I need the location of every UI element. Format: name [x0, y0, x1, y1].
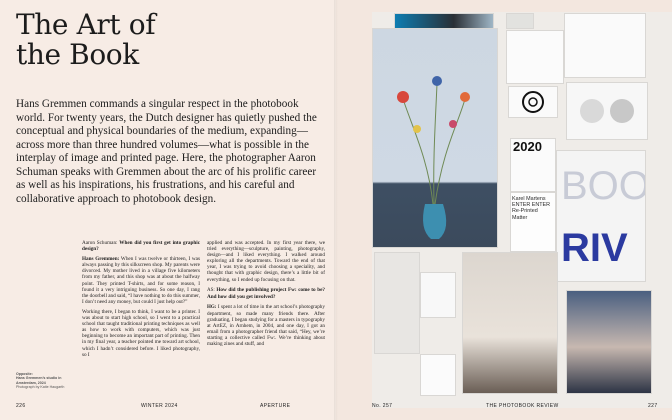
folio-issue: WINTER 2024	[141, 403, 178, 409]
answer-text: applied and was accepted. In my first year there, we tried everything—sculpture, painting, photography, design—and I liked everything. I walked around exploring all the departments. Toward the end of that year, I was trying to avoid choosing a speciality, and thought that with graphic design, there’s a little bit of everything, so I ended up focusing on that.	[207, 240, 325, 283]
answer-text: I spent a lot of time in the art school’s photography department, so made many friends there. After graduating, I began studying for a masters in typography at ArtEZ, in Arnhem, in 2004, and one day, I got an email from a photographer friend that said, “Hey, we’re starting a collective called Fw:. We’re thinking about making zines and stuff, and	[207, 303, 325, 348]
interview-paragraph	[82, 256, 200, 305]
intro-paragraph: Hans Gremmen commands a singular respect in the photobook world. For twenty years, the Dutch designer has quietly pushed the conceptual and physical boundaries of the medium, expanding—across more than three hundred volumes—what is possible in the interplay of image and printed page. Here, the photographer Aaron Schuman speaks with Gremmen about the arc of his prolific career as well as his inspirations, his frustrations, and his careful and collaborative approach to photobook design.	[16, 98, 317, 205]
speaker-label: Aaron Schuman:	[82, 240, 118, 246]
circles-pattern-icon	[567, 83, 647, 139]
folio-page-number-right: 227	[648, 403, 658, 409]
poster-boo	[556, 150, 646, 282]
vase-photograph	[372, 28, 498, 248]
folio-page-label-right: No. 257	[372, 403, 393, 409]
answer-text: Working there, I began to think, I want to be a printer. I was about to start high school, so I went to a practical school that taught traditional printing techniques as well as how to work with computers, which was just beginning to become an important part of printing. Then in my final year, a teacher pointed me toward art school, which I hadn’t considered before. I liked photography, so I	[82, 308, 200, 358]
pinned-print	[420, 272, 456, 318]
pinned-print	[374, 252, 420, 354]
title-line-1: The Art of	[16, 8, 156, 41]
speaker-label: HG:	[207, 304, 217, 310]
interview-paragraph	[207, 287, 325, 300]
large-letters-icon	[557, 151, 645, 281]
article-title	[16, 10, 236, 70]
title-line-2: the Book	[16, 38, 139, 71]
empire-state-photo	[566, 290, 652, 394]
answer-text: When I was twelve or thirteen, I was always passing by this silkscreen shop. My parents were divorced. My mother lived in a village five kilometers from my father, and this shop was at about the halfway point. They printed T-shirts, and for some reason, I found it a very intriguing business. So one day, I rang the doorbell and said, “I have nothing to do this summer, I don’t need any money, but could I just help out?”	[82, 256, 200, 305]
interview-paragraph	[207, 304, 325, 348]
folio-section: THE PHOTOBOOK REVIEW	[486, 403, 559, 409]
caption-credit: Photograph by Katie Haugarth	[16, 385, 65, 390]
svg-text:BOO: BOO	[561, 164, 645, 208]
speaker-label: Hans Gremmen:	[82, 256, 120, 263]
folio-magazine: APERTURE	[260, 403, 291, 409]
speaker-label: AS:	[207, 287, 215, 293]
poster-text: Karel Martens ENTER ENTER Re-Printed Matter	[512, 196, 551, 221]
pinned-print	[564, 13, 646, 78]
pinned-print	[566, 82, 648, 140]
pinned-print	[508, 86, 558, 118]
gutter-shadow	[334, 0, 338, 420]
caption-text: Hans Gremmen’s studio in Amsterdam, 2024	[16, 376, 62, 385]
pinned-print	[506, 13, 534, 29]
interview-columns	[82, 240, 334, 400]
vase-with-flowers-icon	[373, 29, 497, 247]
empire-state-photo	[462, 252, 558, 394]
pinned-print	[420, 354, 456, 396]
interview-paragraph	[82, 309, 200, 358]
interview-column-1	[82, 240, 200, 362]
folio-page-number-left: 226	[16, 403, 26, 409]
question-text: How did the publishing project Fw: come to be? And how did you get involved?	[207, 286, 325, 300]
interview-column-2	[207, 240, 325, 352]
caption-label: Opposite:	[16, 372, 33, 376]
interview-paragraph	[82, 240, 200, 252]
interview-paragraph	[207, 240, 325, 283]
photo-caption	[16, 372, 76, 390]
pinned-print	[506, 30, 564, 84]
svg-text:RIV: RIV	[561, 226, 628, 270]
ring-graphic-icon	[509, 87, 557, 117]
question-text: When did you first get into graphic design?	[82, 240, 200, 253]
poster-year: 2020	[513, 139, 542, 154]
